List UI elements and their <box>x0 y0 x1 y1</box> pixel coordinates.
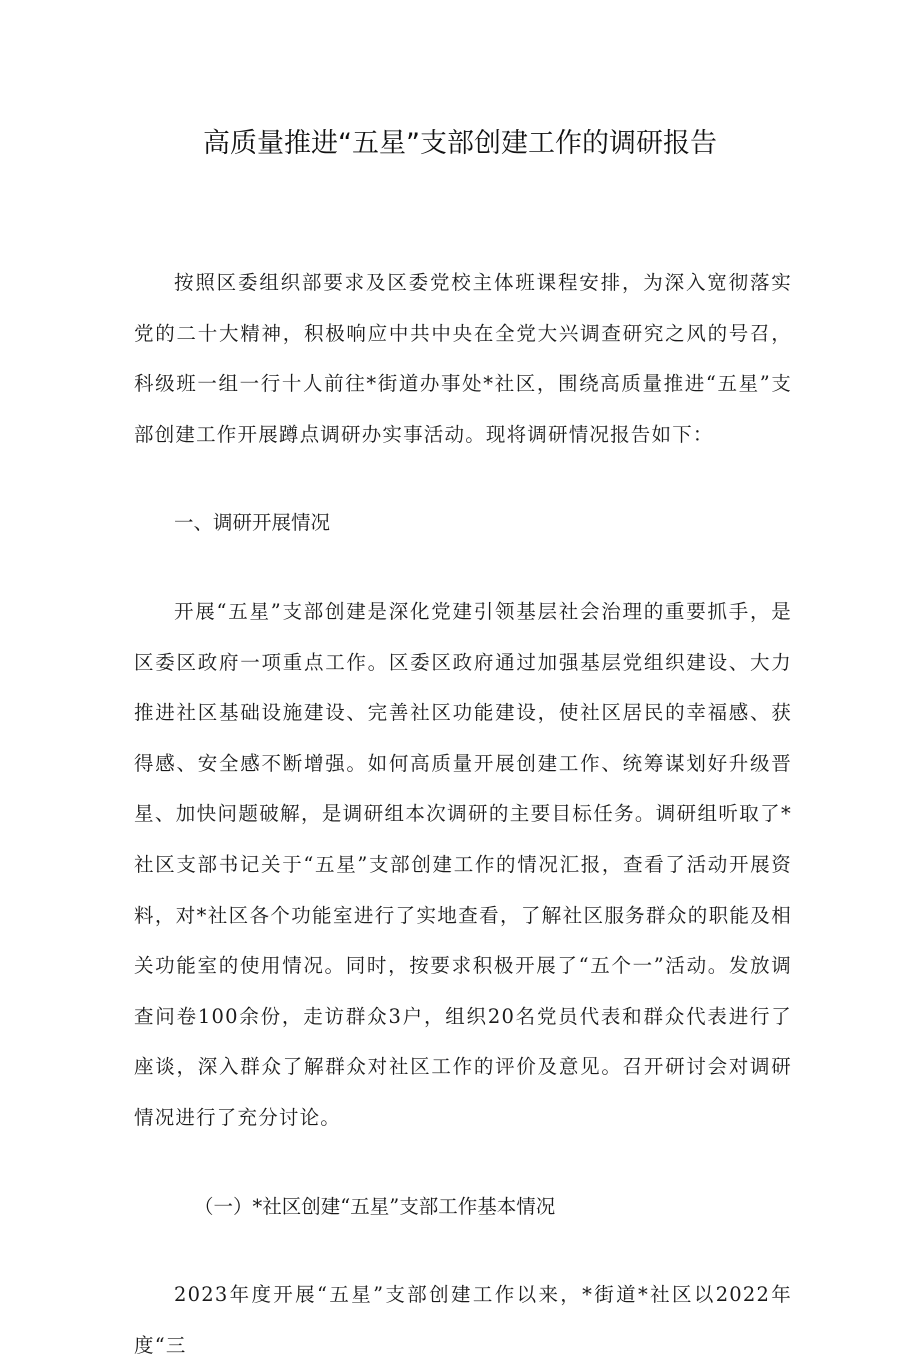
paragraph-basic-situation: 2023年度开展“五星”支部创建工作以来，*街道*社区以2022年度“三 <box>134 1283 792 1357</box>
paragraph-overview: 开展“五星”支部创建是深化党建引领基层社会治理的重要抓手，是区委区政府一项重点工作。区委区政府通过加强基层党组织建设、大力推进社区基础设施建设、完善社区功能建设，使社区居民的幸福感、获得感、安全感不断增强。如何高质量开展创建工作、统筹谋划好升级晋星、加快问题破解，是调研组本次调研的主要目标任务。调研组听取了*社区支部书记关于“五星”支部创建工作的情况汇报，查看了活动开展资料，对*社区各个功能室进行了实地查看，了解社区服务群众的职能及相关功能室的使用情况。同时，按要求积极开展了“五个一”活动。发放调查问卷100余份，走访群众3户，组织20名党员代表和群众代表进行了座谈，深入群众了解群众对社区工作的评价及意见。召开研讨会对调研情况进行了充分讨论。 <box>134 599 792 1129</box>
document-body <box>134 258 792 1371</box>
document-title: 高质量推进“五星”支部创建工作的调研报告 <box>203 128 717 159</box>
section-heading-1: 一、调研开展情况 <box>174 511 331 535</box>
subsection-heading-1: （一）*社区创建“五星”支部工作基本情况 <box>194 1194 556 1218</box>
paragraph-intro: 按照区委组织部要求及区委党校主体班课程安排，为深入宽彻落实党的二十大精神，积极响应中共中央在全党大兴调查研究之风的号召，科级班一组一行十人前往*街道办事处*社区，围绕高质量推进“五星”支部创建工作开展蹲点调研办实事活动。现将调研情况报告如下： <box>134 271 792 446</box>
